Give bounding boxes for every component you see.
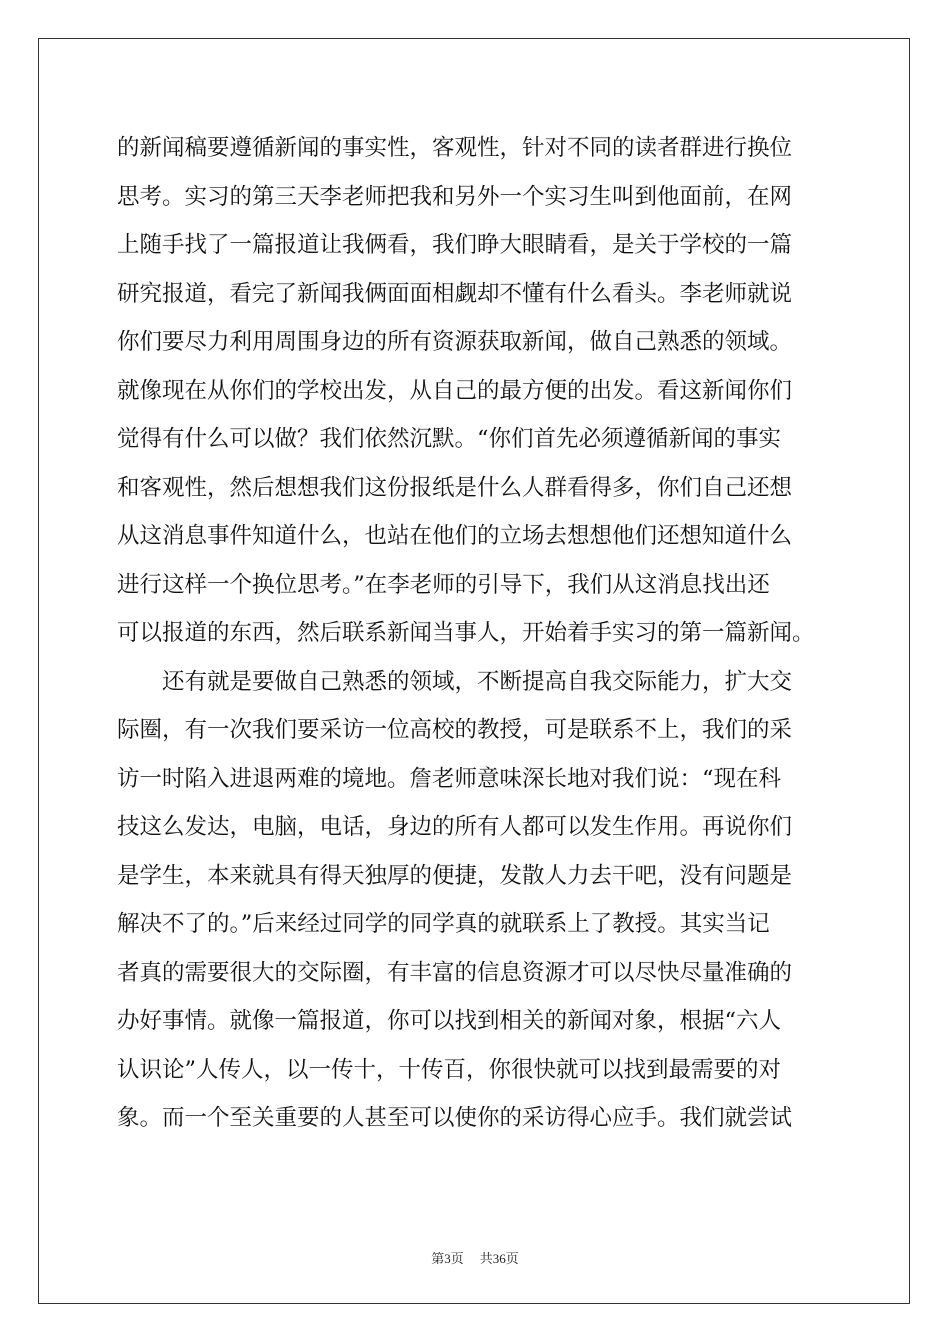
text-line: 觉得有什么可以做？我们依然沉默。“你们首先必须遵循新闻的事实 [117,426,782,452]
text-line: 上随手找了一篇报道让我俩看，我们睁大眼睛看，是关于学校的一篇 [117,232,793,258]
text-line: 思考。实习的第三天李老师把我和另外一个实习生叫到他面前，在网 [117,183,793,210]
text-line: 从这消息事件知道什么，也站在他们的立场去想想他们还想知道什么 [117,523,793,549]
body-text [117,124,839,1143]
text-line: 是学生，本来就具有得天独厚的便捷，发散人力去干吧，没有问题是 [117,862,793,889]
text-line: 就像现在从你们的学校出发，从自己的最方便的出发。看这新闻你们 [117,377,793,404]
text-line: 和客观性，然后想想我们这份报纸是什么人群看得多，你们自己还想 [117,474,793,501]
current-page-number: 第3页 [431,1251,464,1266]
text-line: 认识论”人传人，以一传十，十传百，你很快就可以找到最需要的对 [117,1056,782,1083]
total-pages: 共36页 [479,1251,519,1266]
text-line: 者真的需要很大的交际圈，有丰富的信息资源才可以尽快尽量准确的 [117,959,793,986]
text-line: 还有就是要做自己熟悉的领域，不断提高自我交际能力，扩大交 [162,668,793,695]
text-line: 可以报道的东西，然后联系新闻当事人，开始着手实习的第一篇新闻。 [117,620,815,646]
text-line: 的新闻稿要遵循新闻的事实性，客观性，针对不同的读者群进行换位 [117,135,793,161]
text-line: 际圈，有一次我们要采访一位高校的教授，可是联系不上，我们的采 [117,717,793,743]
text-line: 解决不了的。”后来经过同学的同学真的就联系上了教授。其实当记 [117,911,770,937]
page-footer [0,1248,950,1267]
text-line: 象。而一个至关重要的人甚至可以使你的采访得心应手。我们就尝试 [117,1105,793,1131]
text-line: 技这么发达，电脑，电话，身边的所有人都可以发生作用。再说你们 [117,814,793,840]
text-line: 你们要尽力利用周围身边的所有资源获取新闻，做自己熟悉的领域。 [117,329,793,355]
text-line: 办好事情。就像一篇报道，你可以找到相关的新闻对象，根据“六人 [117,1008,782,1034]
text-line: 研究报道，看完了新闻我俩面面相觑却不懂有什么看头。李老师就说 [117,280,793,307]
text-line: 进行这样一个换位思考。”在李老师的引导下，我们从这消息找出还 [117,571,770,598]
text-line: 访一时陷入进退两难的境地。詹老师意味深长地对我们说：“现在科 [117,765,782,792]
